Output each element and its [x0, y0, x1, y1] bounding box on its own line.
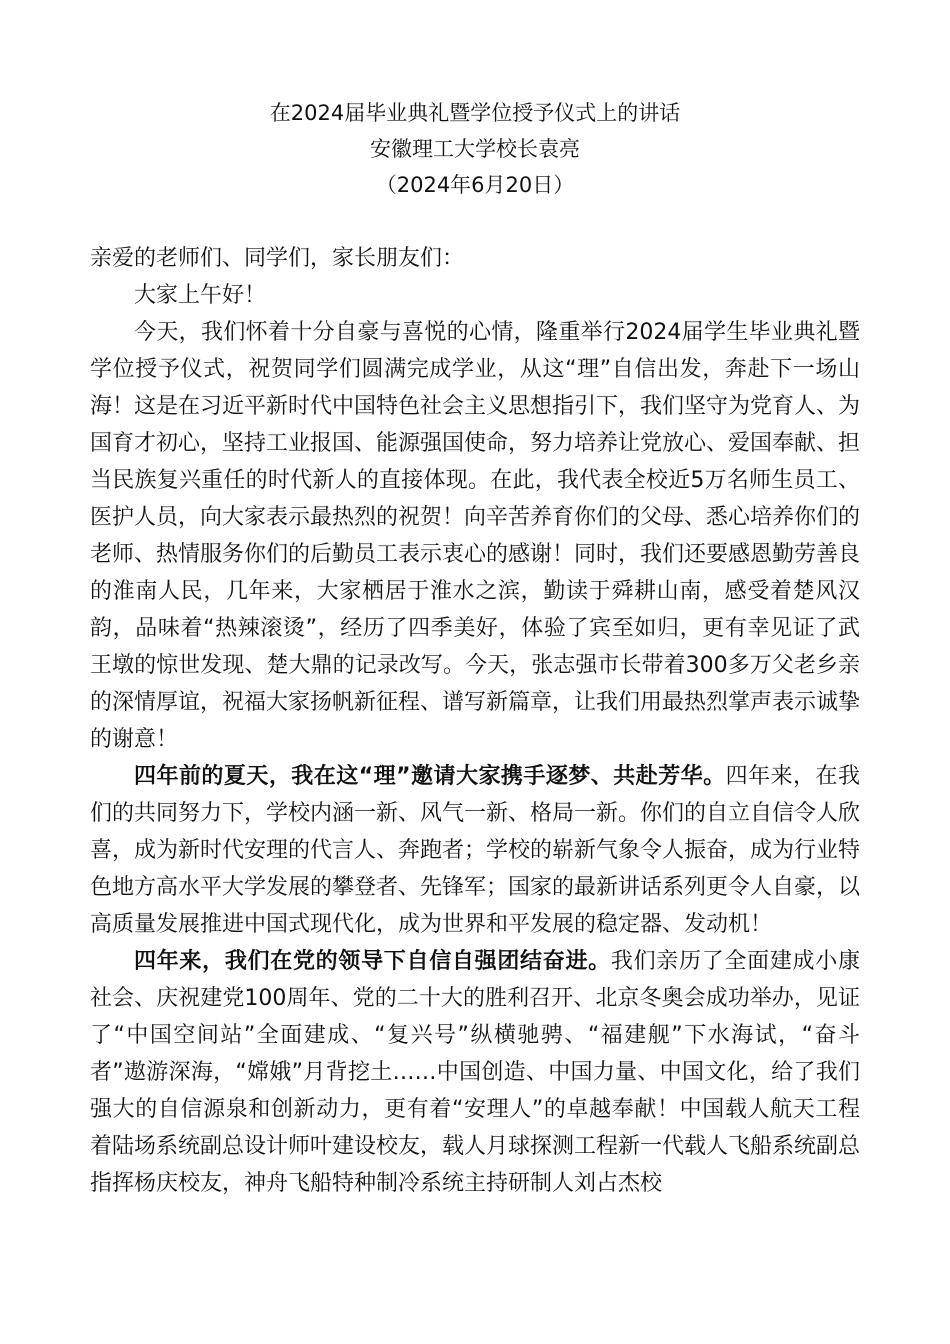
- paragraph-2: [90, 758, 860, 943]
- paragraph-3-lead: 四年来，我们在党的领导下自信自强团结奋进。: [134, 949, 611, 974]
- paragraph-2-lead: 四年前的夏天，我在这“理”邀请大家携手逐梦、共赴芳华。: [134, 764, 726, 789]
- speech-title: 在2024届毕业典礼暨学位授予仪式上的讲话: [269, 101, 681, 125]
- speech-date: （2024年6月20日）: [375, 173, 575, 197]
- speaker-line: 安徽理工大学校长袁亮: [370, 137, 580, 161]
- speech-body: [90, 240, 860, 1202]
- paragraph-1: 今天，我们怀着十分自豪与喜悦的心情，隆重举行2024届学生毕业典礼暨学位授予仪式，祝贺同学们圆满完成学业，从这“理”自信出发，奔赴下一场山海！这是在习近平新时代中国特色社会主义思想指引下，我们坚守为党育人、为国育才初心，坚持工业报国、能源强国使命，努力培养让党放心、爱国奉献、担当民族复兴重任的时代新人的直接体现。在此，我代表全校近5万名师生员工、医护人员，向大家表示最热烈的祝贺！向辛苦养育你们的父母、悉心培养你们的老师、热情服务你们的后勤员工表示衷心的感谢！同时，我们还要感恩勤劳善良的淮南人民，几年来，大家栖居于淮水之滨，勤读于舜耕山南，感受着楚风汉韵，品味着“热辣滚烫”，经历了四季美好，体验了宾至如归，更有幸见证了武王墩的惊世发现、楚大鼎的记录改写。今天，张志强市长带着300多万父老乡亲的深情厚谊，祝福大家扬帆新征程、谱写新篇章，让我们用最热烈掌声表示诚挚的谢意！: [90, 320, 861, 752]
- paragraph-3: [90, 943, 860, 1202]
- paragraph-3-text: 我们亲历了全面建成小康社会、庆祝建党100周年、党的二十大的胜利召开、北京冬奥会成功举办，见证了“中国空间站”全面建成、“复兴号”纵横驰骋、“福建舰”下水海试，“奋斗者”遨游深海，“嫦娥”月背挖土……中国创造、中国力量、中国文化，给了我们强大的自信源泉和创新动力，更有着“安理人”的卓越奉献！中国载人航天工程着陆场系统副总设计师叶建设校友，载人月球探测工程新一代载人飞船系统副总指挥杨庆校友，神舟飞船特种制冷系统主持研制人刘占杰校: [90, 949, 861, 1196]
- paragraph-2-text: 四年来，在我们的共同努力下，学校内涵一新、风气一新、格局一新。你们的自立自信令人欣喜，成为新时代安理的代言人、奔跑者；学校的崭新气象令人振奋，成为行业特色地方高水平大学发展的攀登者、先锋军；国家的最新讲话系列更令人自豪，以高质量发展推进中国式现代化，成为世界和平发展的稳定器、发动机！: [90, 764, 861, 937]
- salutation: 亲爱的老师们、同学们，家长朋友们：: [90, 246, 465, 271]
- title-block: [0, 95, 950, 203]
- greeting: 大家上午好！: [134, 283, 267, 308]
